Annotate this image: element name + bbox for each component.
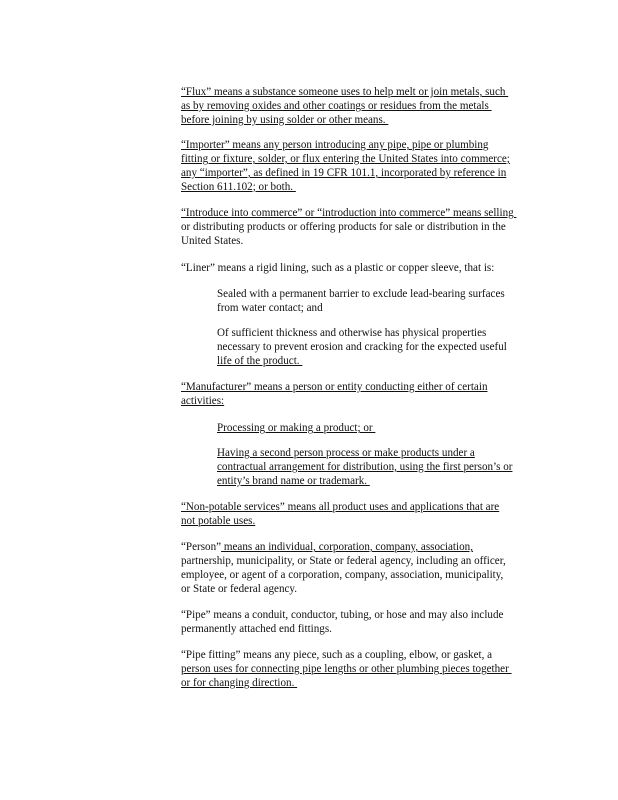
text-line [181,649,543,663]
text-segment: fitting or fixture, solder, or flux entering the United States into commerce; [181,152,510,165]
definition-importer [181,139,543,195]
text-segment: employee, or agent of a corporation, company, association, municipality, [181,568,504,581]
text-line [181,541,543,555]
definition-person [181,541,543,597]
text-segment: “Non-potable services” means all product uses and applications that are [181,501,500,513]
liner-item-sealed [217,288,543,316]
text-segment: person uses for connecting pipe lengths or other plumbing pieces together [181,662,512,675]
text-line [217,288,543,302]
definition-flux [181,86,543,128]
text-line [181,583,543,597]
manufacturer-item-processing [217,422,543,436]
text-segment: activities: [181,394,225,407]
definition-liner [181,262,543,276]
text-segment: “Pipe fitting” means any piece, such as a coupling, elbow, or gasket, a [181,649,493,661]
text-line [181,262,543,276]
text-segment: any “importer”, as defined in 19 CFR 101.1, incorporated by reference in [181,166,507,179]
text-line [181,501,543,515]
text-line [217,355,543,369]
text-line [217,461,543,475]
liner-item-thickness [217,327,543,369]
text-line [181,235,543,249]
manufacturer-item-second-person [217,447,543,489]
text-segment: “Introduce into commerce” or “introduction into commerce” means selling [181,207,517,219]
text-segment: permanently attached end fittings. [181,622,332,635]
text-line [181,515,543,529]
text-segment: or for changing direction. [181,676,298,689]
text-segment: as by removing oxides and other coatings or residues from the metals [181,99,492,112]
definition-pipe-fitting [181,649,543,691]
text-segment: Processing or making a product; or [217,422,376,434]
text-line [181,381,543,395]
text-segment: life of the product. [217,354,303,367]
text-segment: Sealed with a permanent barrier to exclude lead-bearing surfaces [217,288,505,300]
text-segment: entity’s brand name or trademark. [217,474,370,487]
text-segment: “Importer” means any person introducing any pipe, pipe or plumbing [181,139,489,151]
text-line [181,153,543,167]
text-segment: “Person” [181,541,222,553]
definition-non-potable-services [181,501,543,529]
definition-manufacturer [181,381,543,409]
text-line [181,207,543,221]
text-line [181,86,543,100]
text-line [217,422,543,436]
text-segment: from water contact; and [217,301,323,314]
text-segment: not potable uses. [181,514,256,527]
text-line [181,139,543,153]
text-segment: or State or federal agency. [181,582,298,595]
text-segment: “Manufacturer” means a person or entity conducting either of certain [181,381,488,393]
text-segment: “Pipe” means a conduit, conductor, tubing, or hose and may also include [181,609,504,621]
text-segment: contractual arrangement for distribution, using the first person’s or [217,460,513,473]
text-line [181,663,543,677]
text-line [181,555,543,569]
text-segment: Having a second person process or make products under a [217,447,475,459]
text-segment: before joining by using solder or other means. [181,113,389,126]
text-line [181,395,543,409]
text-line [181,623,543,637]
text-segment: Section 611.102; or both. [181,180,296,193]
text-segment: partnership, municipality, or State or federal agency, including an officer, [181,554,506,567]
text-segment: necessary to prevent erosion and cracking for the expected useful [217,340,507,353]
definition-introduce-into-commerce [181,207,543,249]
text-line [181,167,543,181]
text-line [217,475,543,489]
text-segment: means an individual, corporation, company, association, [221,541,473,553]
text-line [181,114,543,128]
text-line [181,609,543,623]
text-line [181,181,543,195]
text-segment: Of sufficient thickness and otherwise has physical properties [217,327,487,339]
text-line [217,302,543,316]
text-segment: “Flux” means a substance someone uses to help melt or join metals, such [181,86,509,98]
text-segment: or distributing products or offering products for sale or distribution in the [181,220,506,233]
text-line [181,221,543,235]
text-line [181,569,543,583]
text-line [217,447,543,461]
text-line [181,100,543,114]
text-line [181,677,543,691]
text-line [217,327,543,341]
definition-pipe [181,609,543,637]
text-line [217,341,543,355]
text-segment: “Liner” means a rigid lining, such as a plastic or copper sleeve, that is: [181,262,495,274]
text-segment: United States. [181,234,244,247]
